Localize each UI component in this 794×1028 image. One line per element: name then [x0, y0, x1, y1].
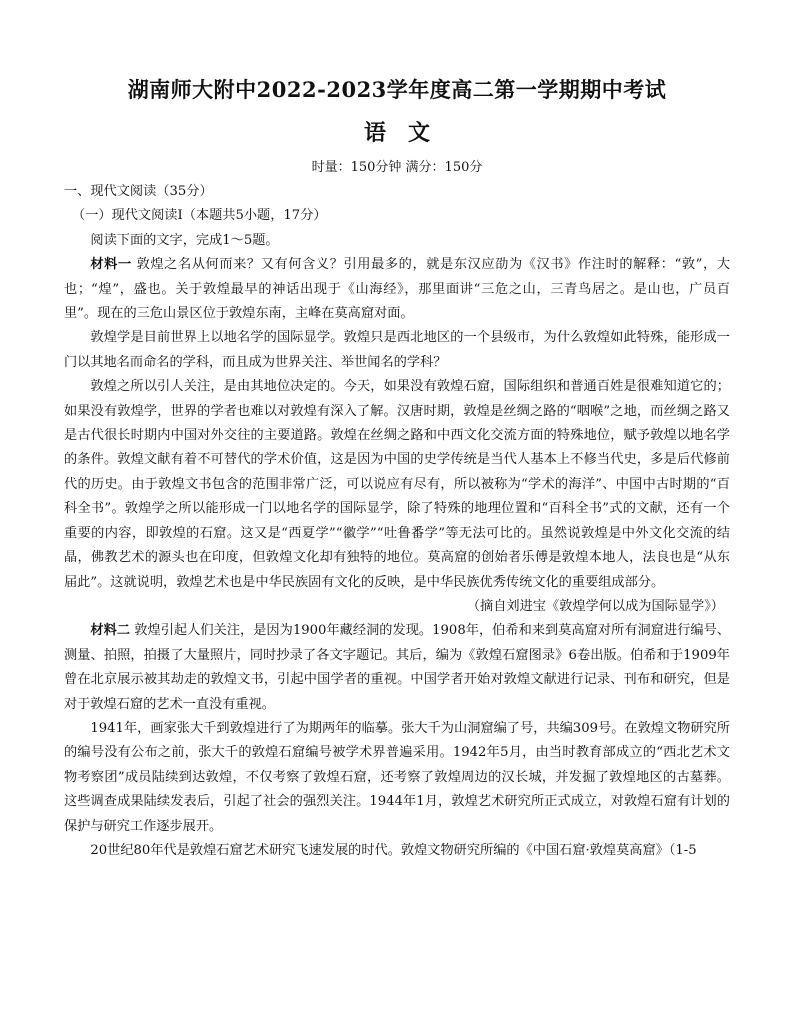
paragraph: 20世纪80年代是敦煌石窟艺术研究飞速发展的时代。敦煌文物研究所编的《中国石窟·敦煌莫高窟》（1-5: [90, 842, 697, 858]
material2-paragraph: [64, 619, 730, 717]
material-label: 材料二: [90, 623, 131, 639]
material-label: 材料一: [90, 257, 132, 273]
material1-paragraph: [64, 253, 730, 326]
sub-section-heading: （一）现代文阅读Ⅰ（本题共5小题，17分）: [72, 208, 327, 224]
paragraph-text: 敦煌引起人们关注，是因为1900年藏经洞的发现。1908年，伯希和来到莫高窟对所有洞窟进行编号、测量、拍照，拍摄了大量照片，同时抄录了各文字题记。其后，编为《敦煌石窟图录》6卷出版。伯希和于1909年曾在北京展示被其劫走的敦煌文书，引起中国学者的重视。中国学者开始对敦煌文献进行记录、刊布和研究，但是对于敦煌石窟的艺术一直没有重视。: [64, 623, 731, 712]
paragraph: 1941年，画家张大千到敦煌进行了为期两年的临摹。张大千为山洞窟编了号，共编309号。在敦煌文物研究所的编号没有公布之前，张大千的敦煌石窟编号被学术界普遍采用。1942年5月，由当时教育部成立的“西北艺术文物考察团”成员陆续到达敦煌，不仅考察了敦煌石窟，还考察了敦煌周边的汉长城，并发掘了敦煌地区的古墓葬。这些调查成果陆续发表后，引起了社会的强烈关注。1944年1月，敦煌艺术研究所正式成立，对敦煌石窟有计划的保护与研究工作逐步展开。: [64, 720, 730, 834]
exam-title: 湖南师大附中2022-2023学年度高二第一学期期中考试: [127, 77, 667, 102]
section-heading: 一、现代文阅读（35分）: [64, 184, 213, 199]
instruction-text: 阅读下面的文字，完成1～5题。: [90, 232, 279, 248]
paragraph: 敦煌学是目前世界上以地名学的国际显学。敦煌只是西北地区的一个县级市，为什么敦煌如此特殊，能形成一门以其地名而命名的学科，而且成为世界关注、举世闻名的学科？: [64, 330, 730, 370]
paragraph-text: 敦煌之名从何而来？又有何含义？引用最多的，就是东汉应劭为《汉书》作注时的解释：“敦”，大也；“煌”，盛也。关于敦煌最早的神话出现于《山海经》，那里面讲“三危之山，三青鸟居之。是山也，广员百里”。现在的三危山景区位于敦煌东南，主峰在莫高窟对面。: [64, 257, 731, 322]
exam-info: 时量：150分钟 满分：150分: [311, 160, 483, 175]
document-body: [64, 180, 730, 863]
source-citation: （摘自刘进宝《敦煌学何以成为国际显学》）: [466, 598, 724, 614]
paragraph: 敦煌之所以引人关注，是由其地位决定的。今天，如果没有敦煌石窟，国际组织和普通百姓是很难知道它的；如果没有敦煌学，世界的学者也难以对敦煌有深入了解。汉唐时期，敦煌是丝绸之路的“咽喉”之地，而丝绸之路又是古代很长时期内中国对外交往的主要道路。敦煌在丝绸之路和中西文化交流方面的特殊地位，赋予敦煌以地名学的条件。敦煌文献有着不可替代的学术价值，这是因为中国的史学传统是当代人基本上不修当代史，多是后代修前代的历史。由于敦煌文书包含的范围非常广泛，可以说应有尽有，所以被称为“学术的海洋”、中国中古时期的“百科全书”。敦煌学之所以能形成一门以地名学的国际显学，除了特殊的地理位置和“百科全书”式的文献，还有一个重要的内容，即敦煌的石窟。这又是“西夏学”“徽学”“吐鲁番学”等无法可比的。虽然说敦煌是中外文化交流的结晶，佛教艺术的源头也在印度，但敦煌文化却有独特的地位。莫高窟的创始者乐傅是敦煌本地人，法良也是“从东届此”。这就说明，敦煌艺术也是中华民族固有文化的反映，是中华民族优秀传统文化的重要组成部分。: [64, 379, 730, 590]
subject-title: 语文: [363, 120, 452, 146]
